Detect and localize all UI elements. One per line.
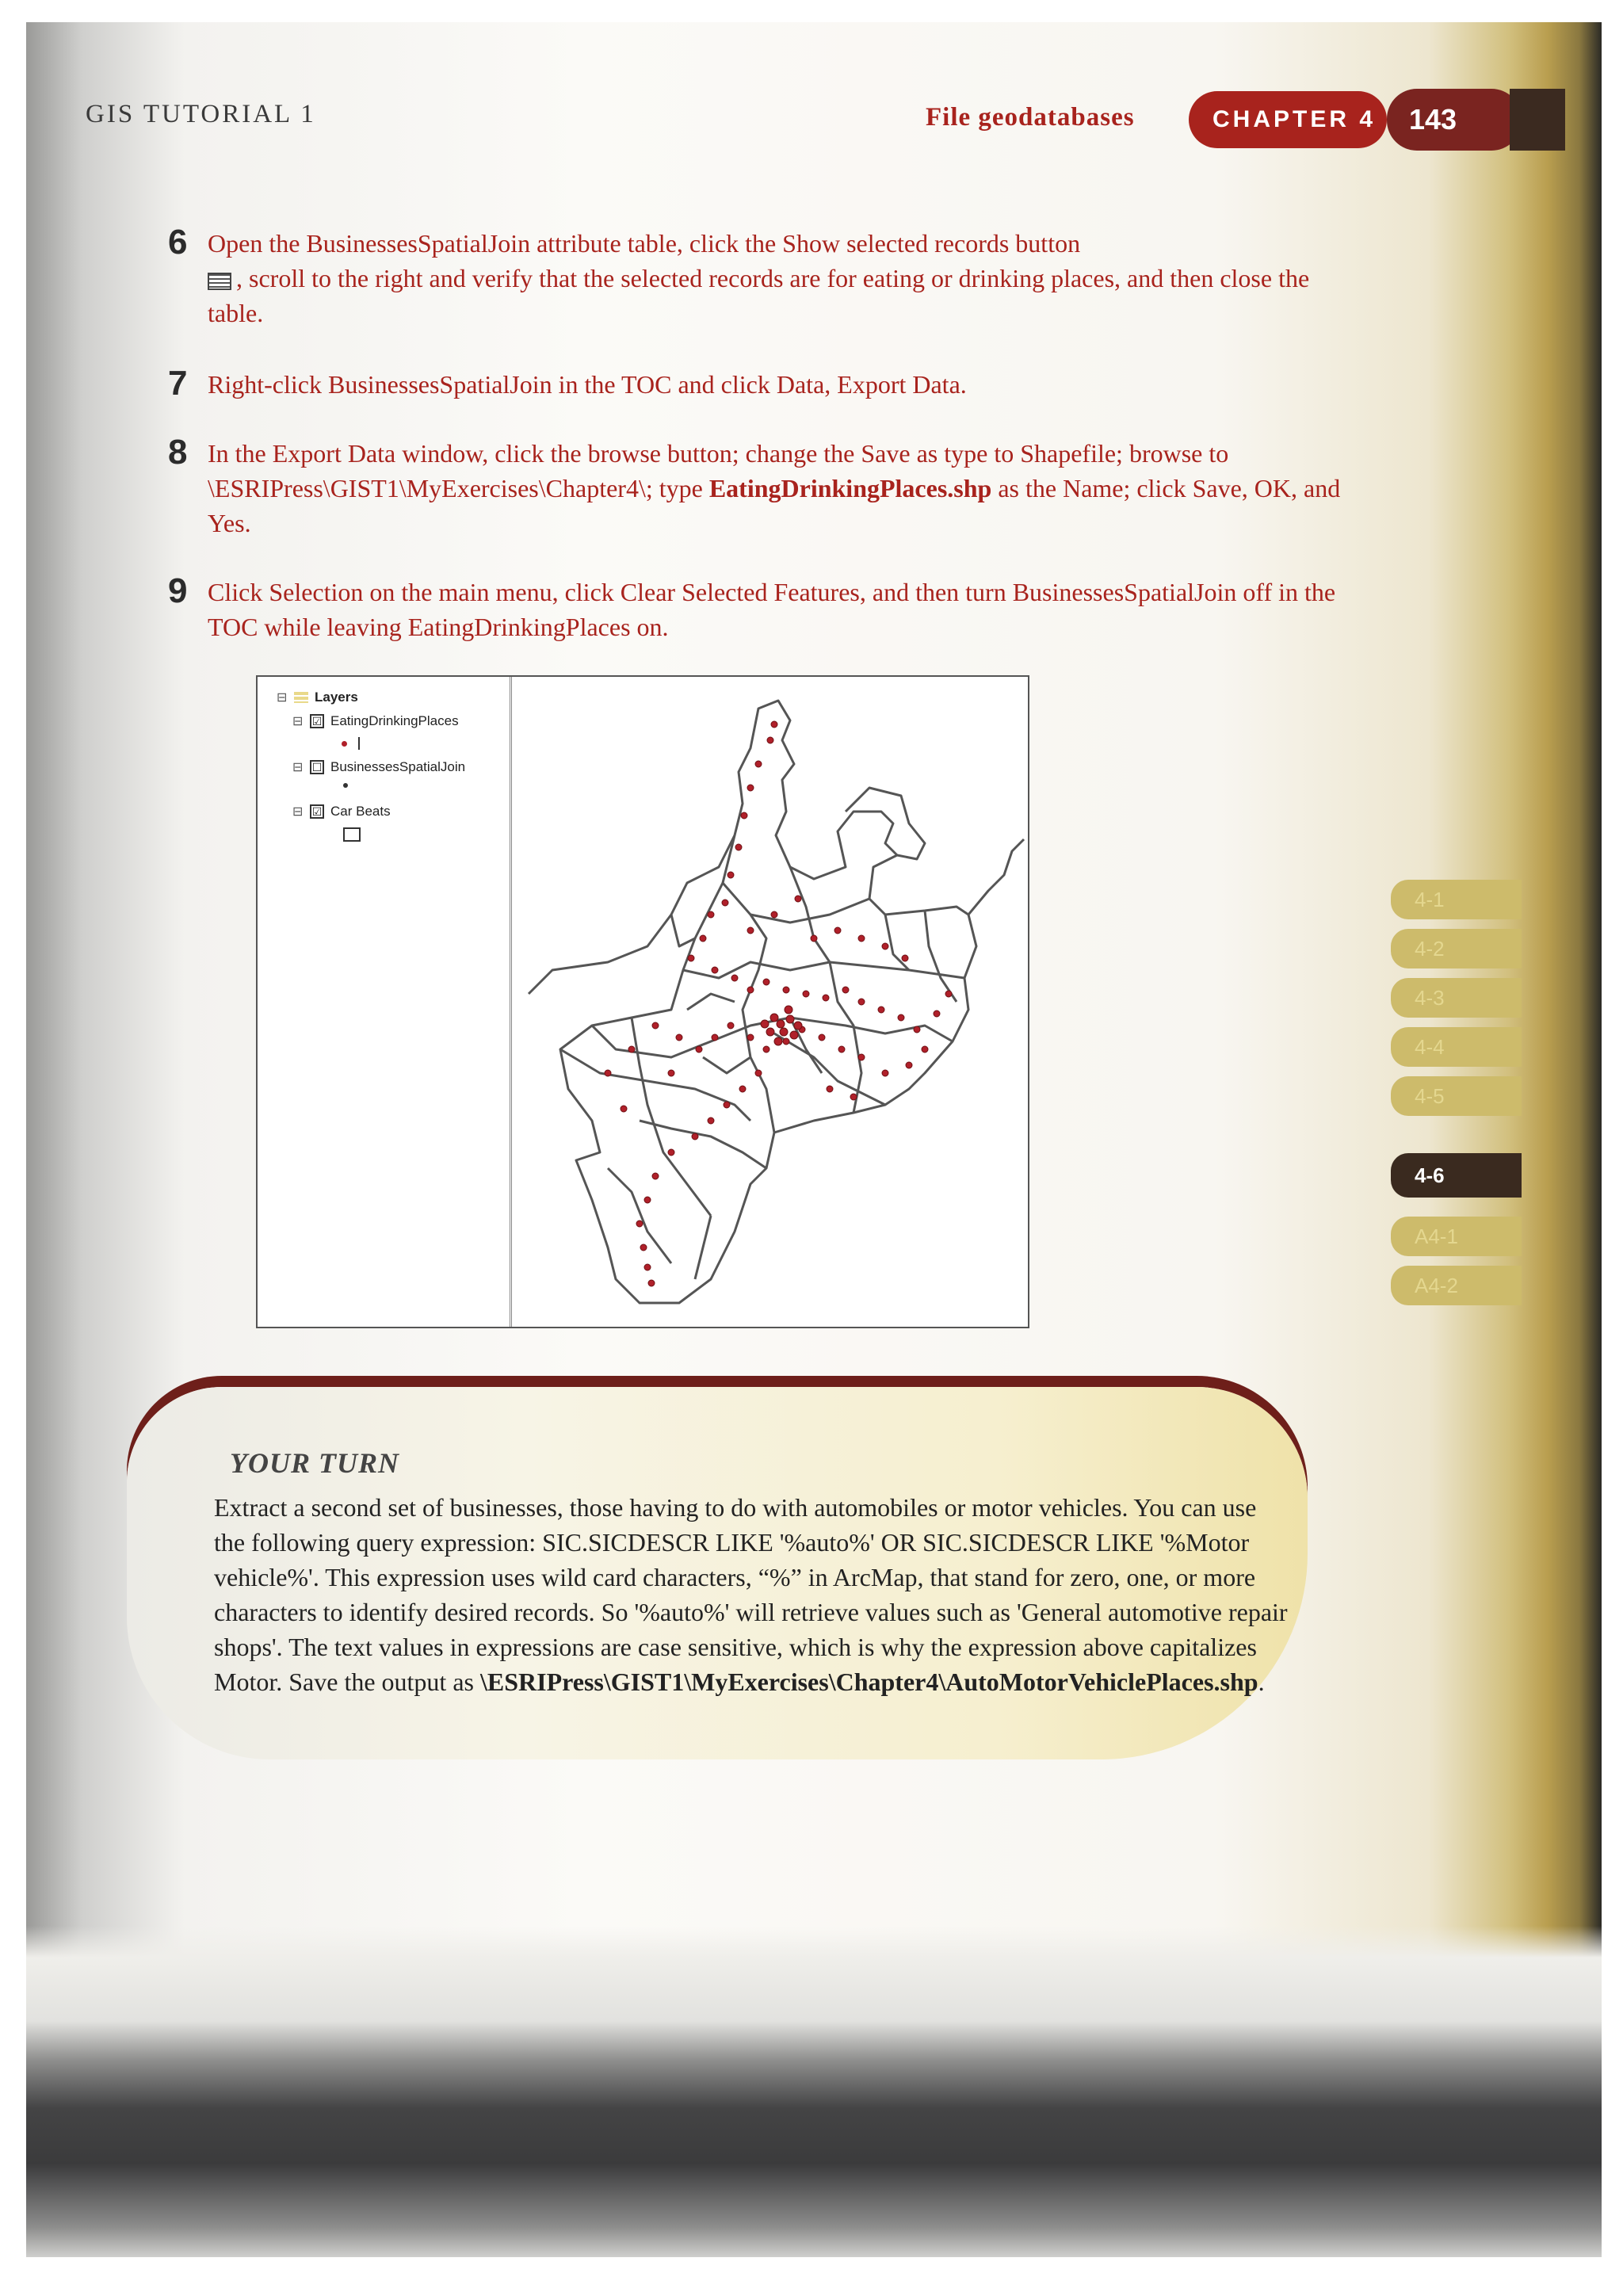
collapse-icon[interactable]: ⊟: [292, 805, 304, 819]
step-text: Click Selection on the main menu, click Clear Selected Features, and then turn BusinessesSpatialJoin off in the TOC while leaving EatingDrinkingPlaces on.: [208, 578, 1336, 641]
legend-symbol: [342, 737, 360, 750]
map-point: [803, 991, 809, 997]
toc-root-label: Layers: [315, 690, 358, 705]
map-point: [945, 991, 952, 997]
layer-name: BusinessesSpatialJoin: [330, 759, 466, 774]
beat-line: [640, 1121, 766, 1168]
map-point: [783, 987, 789, 993]
toc-root: [277, 690, 358, 705]
beat-line: [608, 1168, 711, 1279]
map-point: [692, 1133, 698, 1140]
your-turn-text: [214, 1490, 1292, 1699]
map-point: [858, 1054, 865, 1060]
step-text: [208, 226, 1349, 330]
your-turn-text-part: Extract a second set of businesses, those having to do with automobiles or motor vehicles. You can use the following query expression: SIC.SICDESCR LIKE '%auto%' OR SIC.SICDESCR LIKE '%Motor vehicle%'. This expression uses wild card characters, “%” in ArcMap, that stand for zero, one, or more characters to identify desired records. So '%auto%' will retrieve values such as 'General automotive repair shops'. The text values in expressions are case sensitive, which is why the expression above capitalizes Motor. Save the output as: [214, 1493, 1288, 1696]
step-text: [208, 436, 1349, 541]
map-point: [668, 1070, 674, 1076]
toc-layer-eating-drinking[interactable]: [292, 713, 459, 729]
map-point: [696, 1046, 702, 1052]
beat-line: [885, 911, 957, 1002]
map-point: [755, 761, 762, 767]
step-number: 7: [168, 364, 188, 403]
map-point: [795, 896, 801, 902]
map-point: [790, 1031, 798, 1039]
step-8: [168, 433, 1349, 541]
beat-line: [723, 883, 774, 1133]
step-9: [168, 571, 1349, 644]
layers-icon: [294, 692, 308, 703]
table-of-contents-panel: [258, 677, 512, 1327]
map-point: [771, 911, 777, 918]
your-turn-text-part: .: [1258, 1668, 1265, 1696]
step-text-part: Open the BusinessesSpatialJoin attribute table, click the Show selected records button: [208, 229, 1081, 258]
cursor-icon: [358, 737, 360, 750]
point-symbol-icon: [343, 783, 348, 788]
map-point: [621, 1106, 627, 1112]
step-7: [168, 364, 1349, 403]
map-point: [747, 927, 754, 934]
map-point: [842, 987, 849, 993]
map-point: [774, 1037, 782, 1045]
map-point: [898, 1014, 904, 1021]
step-text-bold: EatingDrinkingPlaces.shp: [708, 474, 992, 502]
map-point: [708, 911, 714, 918]
map-point: [771, 721, 777, 728]
toc-layer-businesses[interactable]: [292, 759, 465, 775]
map-point: [858, 935, 865, 942]
map-point: [644, 1264, 651, 1270]
toc-layer-car-beats[interactable]: [292, 804, 391, 819]
eating-drinking-points: [605, 721, 952, 1286]
beat-line: [592, 1018, 953, 1057]
beat-line: [560, 1049, 750, 1121]
east-strip: [968, 839, 1024, 915]
running-head-section-title: File geodatabases: [926, 103, 1135, 132]
map-point: [628, 1046, 635, 1052]
map-point: [712, 1034, 718, 1041]
northeast-block: [846, 788, 925, 859]
map-point: [652, 1022, 659, 1029]
map-point: [735, 844, 742, 850]
section-tab-active[interactable]: 4-6: [1391, 1153, 1522, 1198]
beat-line: [790, 867, 861, 1113]
layer-checkbox[interactable]: ☑: [310, 714, 324, 728]
northwest-strip: [529, 835, 735, 994]
collapse-icon[interactable]: ⊟: [292, 715, 304, 728]
your-turn-output-path: \ESRIPress\GIST1\MyExercises\Chapter4\AutoMotorVehiclePlaces.shp: [479, 1668, 1258, 1696]
point-symbol-icon: [342, 741, 347, 747]
layer-name: EatingDrinkingPlaces: [330, 713, 459, 728]
map-point: [648, 1280, 655, 1286]
map-point: [794, 1022, 802, 1030]
map-point: [708, 1117, 714, 1124]
running-head-left: GIS TUTORIAL 1: [86, 100, 316, 128]
layer-checkbox[interactable]: ☑: [310, 804, 324, 819]
map-point: [727, 1022, 734, 1029]
map-point: [906, 1062, 912, 1068]
map-point: [858, 999, 865, 1005]
layer-checkbox[interactable]: ☐: [310, 760, 324, 774]
step-text-part: In the Export Data window, click the browse button; change the Save as type to Shapefile; browse to \ESRIPress\GIST1\MyExercises\Chapter4\; type: [208, 439, 1229, 502]
map-point: [712, 967, 718, 973]
step-text: Right-click BusinessesSpatialJoin in the TOC and click Data, Export Data.: [208, 370, 967, 399]
map-point: [785, 1006, 792, 1014]
map-point: [819, 1034, 825, 1041]
car-beats-polygons: [529, 701, 1024, 1303]
map-point: [727, 872, 734, 878]
map-point: [934, 1010, 940, 1017]
map-point: [688, 955, 694, 961]
map-point: [739, 1086, 746, 1092]
map-point: [763, 979, 769, 985]
map-point: [827, 1086, 833, 1092]
map-point: [914, 1026, 920, 1033]
map-point: [747, 1034, 754, 1041]
map-point: [636, 1221, 643, 1227]
map-point: [605, 1070, 611, 1076]
section-tab[interactable]: 4-2: [1391, 929, 1522, 968]
section-tab[interactable]: 4-1: [1391, 880, 1522, 919]
map-point: [878, 1007, 884, 1013]
beat-line: [687, 994, 750, 1073]
map-point: [668, 1149, 674, 1156]
step-text-part: , scroll to the right and verify that the selected records are for eating or drinking places, and then close the table.: [208, 264, 1310, 327]
section-tab[interactable]: A4-1: [1391, 1217, 1522, 1256]
map-point: [755, 1070, 762, 1076]
page-scan-bottom-shadow: [26, 1926, 1602, 2257]
chapter-label: CHAPTER 4: [1189, 91, 1387, 148]
map-point: [761, 1020, 769, 1028]
map-point: [731, 975, 738, 981]
section-tab[interactable]: 4-4: [1391, 1027, 1522, 1067]
map-point: [763, 1046, 769, 1052]
polygon-symbol-icon: [343, 827, 361, 842]
map-point: [902, 955, 908, 961]
map-point: [882, 1070, 888, 1076]
header-edge-bar: [1510, 89, 1565, 151]
beat-line: [683, 962, 964, 978]
step-6: [168, 223, 1349, 330]
map-point: [777, 1020, 785, 1028]
map-point: [766, 1028, 774, 1036]
outer-boundary: [560, 701, 976, 1303]
map-point: [724, 1102, 730, 1108]
map-point: [640, 1244, 647, 1251]
section-tab[interactable]: 4-3: [1391, 978, 1522, 1018]
arcmap-screenshot-figure: [256, 675, 1029, 1328]
map-point: [722, 900, 728, 906]
map-point: [811, 935, 817, 942]
section-tab[interactable]: A4-2: [1391, 1266, 1522, 1305]
legend-symbol: [343, 783, 348, 788]
your-turn-title: YOUR TURN: [230, 1447, 399, 1479]
map-point: [850, 1094, 857, 1100]
map-point: [786, 1015, 794, 1023]
collapse-icon[interactable]: ⊟: [277, 691, 288, 705]
map-point: [676, 1034, 682, 1041]
collapse-icon[interactable]: ⊟: [292, 761, 304, 774]
layer-name: Car Beats: [330, 804, 391, 819]
map-point: [783, 1038, 789, 1045]
map-point: [741, 812, 747, 819]
map-point: [823, 995, 829, 1001]
map-point: [780, 1028, 788, 1036]
map-point: [652, 1173, 659, 1179]
show-selected-records-icon: [208, 273, 231, 290]
map-point: [700, 935, 706, 942]
step-text-part: as the Name; click Save, OK, and Yes.: [208, 474, 1341, 537]
map-point: [882, 943, 888, 949]
map-point: [644, 1197, 651, 1203]
map-point: [747, 987, 754, 993]
map-point: [834, 927, 841, 934]
map-point: [767, 737, 773, 743]
section-tab[interactable]: 4-5: [1391, 1076, 1522, 1116]
map-point: [747, 785, 754, 791]
map-display[interactable]: [513, 677, 1026, 1325]
step-number: 6: [168, 223, 188, 262]
page-number: 143: [1387, 89, 1522, 151]
legend-symbol: [343, 827, 361, 842]
step-number: 9: [168, 571, 188, 610]
map-point: [922, 1046, 928, 1052]
map-point: [838, 1046, 845, 1052]
step-number: 8: [168, 433, 188, 472]
map-point: [770, 1014, 778, 1022]
